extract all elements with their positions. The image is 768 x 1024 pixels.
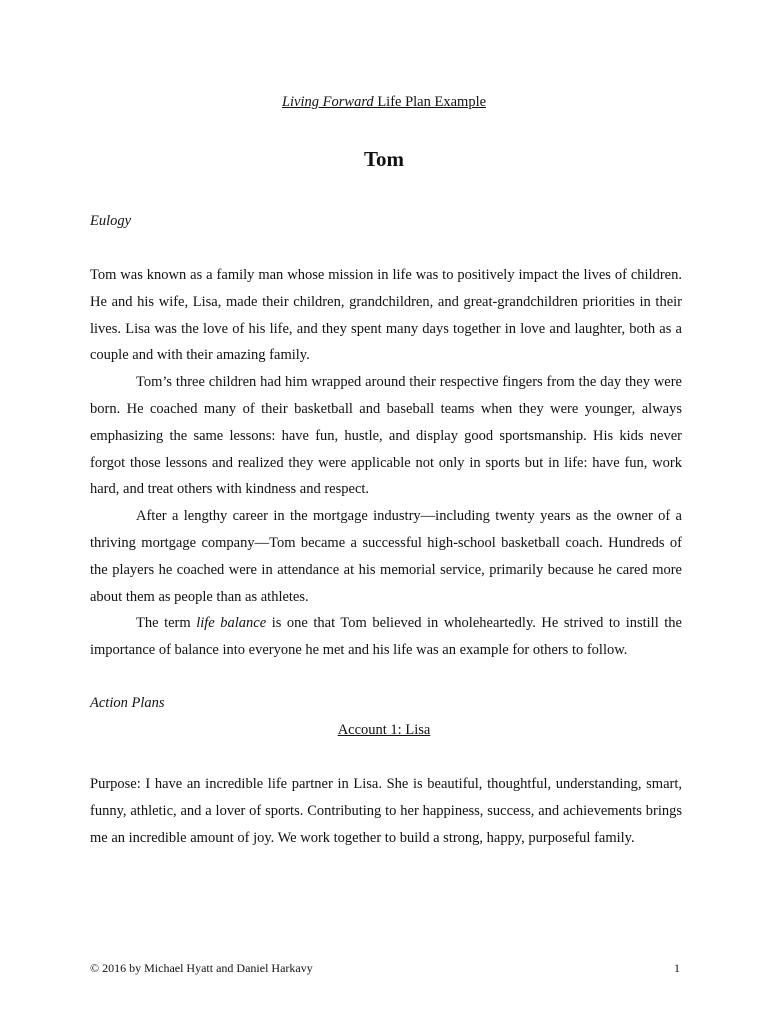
purpose-body [90,771,682,851]
eulogy-paragraph-2: Tom’s three children had him wrapped around their respective fingers from the day they were born. He coached many of their basketball and baseball teams when they were younger, always emphasizing the same lessons: have fun, hustle, and display good sportsmanship. His kids never forgot those lessons and realized they were applicable not only in sports but in life: have fun, work hard, and treat others with kindness and respect. [90,374,682,498]
purpose-paragraph: Purpose: I have an incredible life partner in Lisa. She is beautiful, thoughtful, understanding, smart, funny, athletic, and a lover of sports. Contributing to her happiness, success, and achievements brings me an incredible amount of joy. We work together to build a strong, happy, purposeful family. [90,776,682,846]
eulogy-body [90,262,682,664]
account-heading: Account 1: Lisa [337,722,431,738]
eulogy-p4-before: The term [136,615,197,632]
eulogy-paragraph-1: Tom was known as a family man whose mission in life was to positively impact the lives of children. He and his wife, Lisa, made their children, grandchildren, and great-grandchildren priorities in their lives. Lisa was the love of his life, and they spent many days together in love and laughter, both as a couple and with their amazing family. [90,267,682,364]
document-title [0,94,768,111]
page-footer [90,961,680,976]
eulogy-label: Eulogy [90,213,132,229]
eulogy-paragraph-3: After a lengthy career in the mortgage industry—including twenty years as the owner of a thriving mortgage company—Tom became a successful high-school basketball coach. Hundreds of the players he coached were in attendance at his memorial service, primarily because he cared more about them as people than as athletes. [90,508,682,605]
footer-copyright: © 2016 by Michael Hyatt and Daniel Harkavy [90,961,313,975]
action-plans-label: Action Plans [90,695,165,711]
document-title-italic: Living Forward [281,94,374,110]
document-title-rest: Life Plan Example [373,94,487,110]
footer-page-number: 1 [674,961,680,975]
person-name: Tom [363,147,405,171]
eulogy-p4-italic: life balance [196,615,267,632]
eulogy-paragraph-4 [90,610,682,664]
eulogy-p4-after: is one that Tom believed in wholeheartedly. He strived to instill the importance of balance into everyone he met and his life was an example for others to follow. [90,615,682,659]
